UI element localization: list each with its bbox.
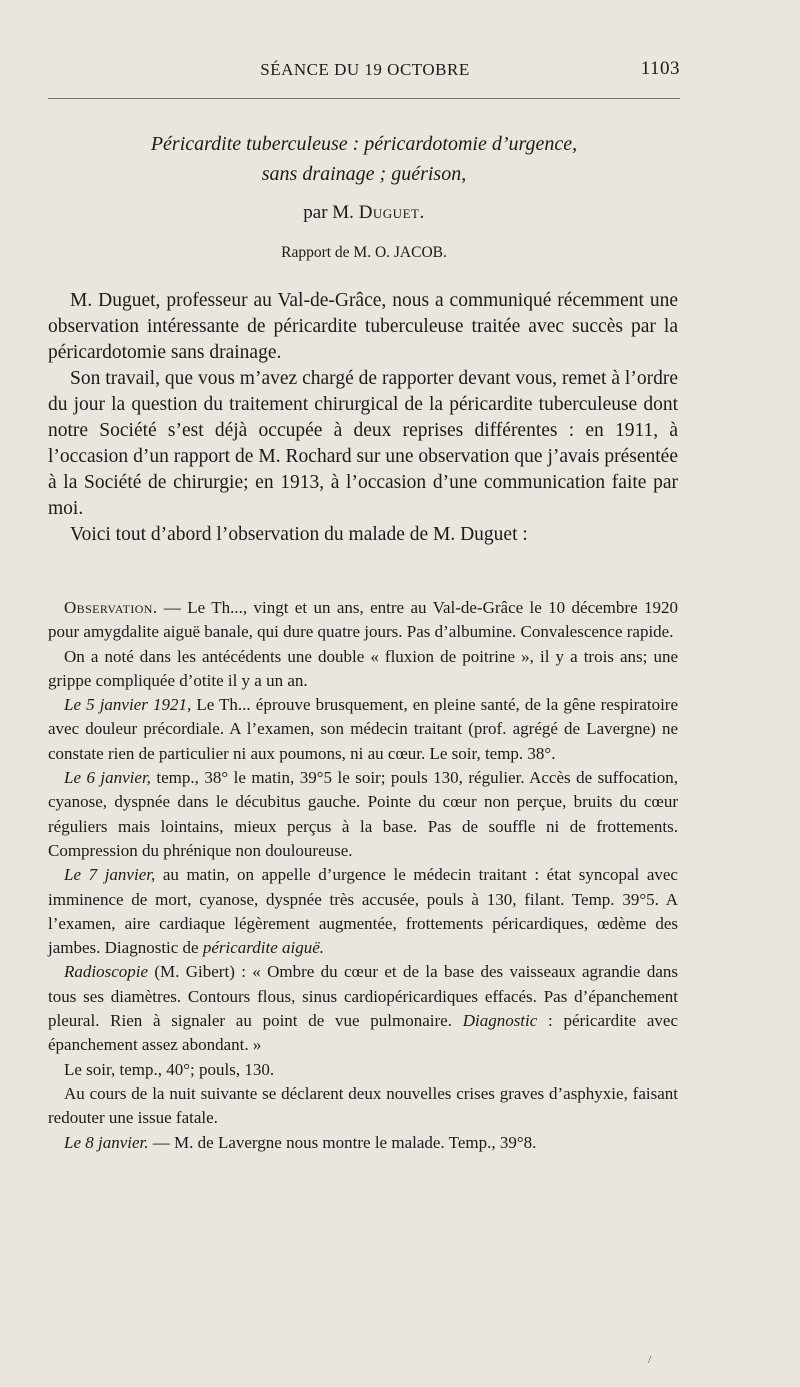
report-body bbox=[48, 288, 678, 548]
observation-paragraph bbox=[48, 693, 678, 766]
observation-text: — Le Th..., vingt et un ans, entre au Val-de-Grâce le 10 décembre 1920 pour amygdalite aiguë banale, qui dure quatre jours. Pas d’albumine. Convalescence rapide. bbox=[48, 598, 678, 642]
page-number: 1103 bbox=[640, 58, 680, 79]
observation-paragraph bbox=[48, 766, 678, 863]
observation-paragraph: On a noté dans les antécédents une double « fluxion de poitrine », il y a trois ans; une grippe compliquée d’otite il y a un an. bbox=[48, 646, 678, 690]
byline-prefix: par M. bbox=[303, 202, 354, 223]
observation-text: (M. Gibert) : « Ombre du cœur et de la base des vaisseaux agrandie dans tous ses diamètres. Contours flous, sinus cardiopéricardiques effacés. Pas d’épanchement pleural. Rien à signaler au point de vue pulmonaire. bbox=[48, 962, 678, 1031]
observation-paragraph bbox=[48, 863, 678, 960]
observation-paragraph bbox=[48, 1131, 678, 1155]
article-title-line-2: sans drainage ; guérison, bbox=[261, 163, 467, 185]
observation-text: Le Th... éprouve brusquement, en pleine santé, de la gêne respiratoire avec douleur précordiale. A l’examen, son médecin traitant (prof. agrégé de Lavergne) ne constate rien de particulier ni aux poumons, ni au cœur. Le soir, temp. 38°. bbox=[48, 695, 678, 763]
body-paragraph: M. Duguet, professeur au Val-de-Grâce, nous a communiqué récemment une observation intéressante de péricardite tuberculeuse traitée avec succès par la péricardotomie sans drainage. bbox=[48, 290, 678, 363]
observation-text: au matin, on appelle d’urgence le médecin traitant : état syncopal avec imminence de mort, cyanose, dyspnée très accusée, pouls à 130, filant. Temp. 39°5. A l’examen, aire cardiaque légèrement augmentée, frottements péricardiques, œdème des jambes. Diagnostic de bbox=[48, 865, 678, 958]
observation-section bbox=[48, 596, 678, 1155]
page-header bbox=[48, 58, 682, 88]
observation-text: : péricardite avec épanchement assez abondant. » bbox=[48, 1011, 678, 1055]
radioscopy-label: Radioscopie bbox=[64, 962, 149, 982]
report-line: Rapport de M. O. JACOB. bbox=[281, 244, 447, 261]
diagnosis-label: Diagnostic bbox=[462, 1011, 538, 1031]
stray-mark: / bbox=[648, 1352, 652, 1366]
author-name: Duguet. bbox=[358, 202, 425, 223]
observation-text: temp., 38° le matin, 39°5 le soir; pouls 130, régulier. Accès de suffocation, cyanose, dyspnée dans le décubitus gauche. Pointe du cœur non perçue, bruits du cœur réguliers mais lointains, mieux perçus à la base. Pas de souffle ni de frottements. Compression du phrénique non douloureuse. bbox=[48, 768, 678, 860]
diagnosis-term: péricardite aiguë. bbox=[202, 938, 325, 958]
observation-paragraph: Le soir, temp., 40°; pouls, 130. bbox=[64, 1059, 275, 1079]
observation-date: Le 8 janvier. bbox=[64, 1132, 149, 1152]
body-paragraph: Voici tout d’abord l’observation du malade de M. Duguet : bbox=[70, 524, 528, 545]
observation-date: Le 6 janvier, bbox=[64, 768, 151, 788]
observation-label: Observation. bbox=[64, 598, 158, 617]
observation-paragraph bbox=[48, 960, 678, 1057]
running-title: SÉANCE DU 19 OCTOBRE bbox=[260, 60, 470, 79]
byline bbox=[48, 202, 680, 224]
observation-text: — M. de Lavergne nous montre le malade. Temp., 39°8. bbox=[148, 1132, 537, 1152]
observation-paragraph: Au cours de la nuit suivante se déclarent deux nouvelles crises graves d’asphyxie, faisant redouter une issue fatale. bbox=[48, 1083, 678, 1128]
observation-paragraph bbox=[48, 596, 678, 645]
header-rule bbox=[48, 98, 680, 99]
observation-date: Le 7 janvier, bbox=[64, 865, 156, 885]
body-paragraph: Son travail, que vous m’avez chargé de rapporter devant vous, remet à l’ordre du jour la question du traitement chirurgical de la péricardite tuberculeuse dont notre Société s’est déjà occupée à deux reprises différentes : en 1911, à l’occasion d’un rapport de M. Rochard sur une observation que j’avais présentée à la Société de chirurgie; en 1913, à l’occasion d’une communication faite par moi. bbox=[48, 368, 678, 519]
article-title-line-1: Péricardite tuberculeuse : péricardotomie d’urgence, bbox=[150, 133, 578, 155]
observation-date: Le 5 janvier 1921, bbox=[64, 695, 192, 715]
